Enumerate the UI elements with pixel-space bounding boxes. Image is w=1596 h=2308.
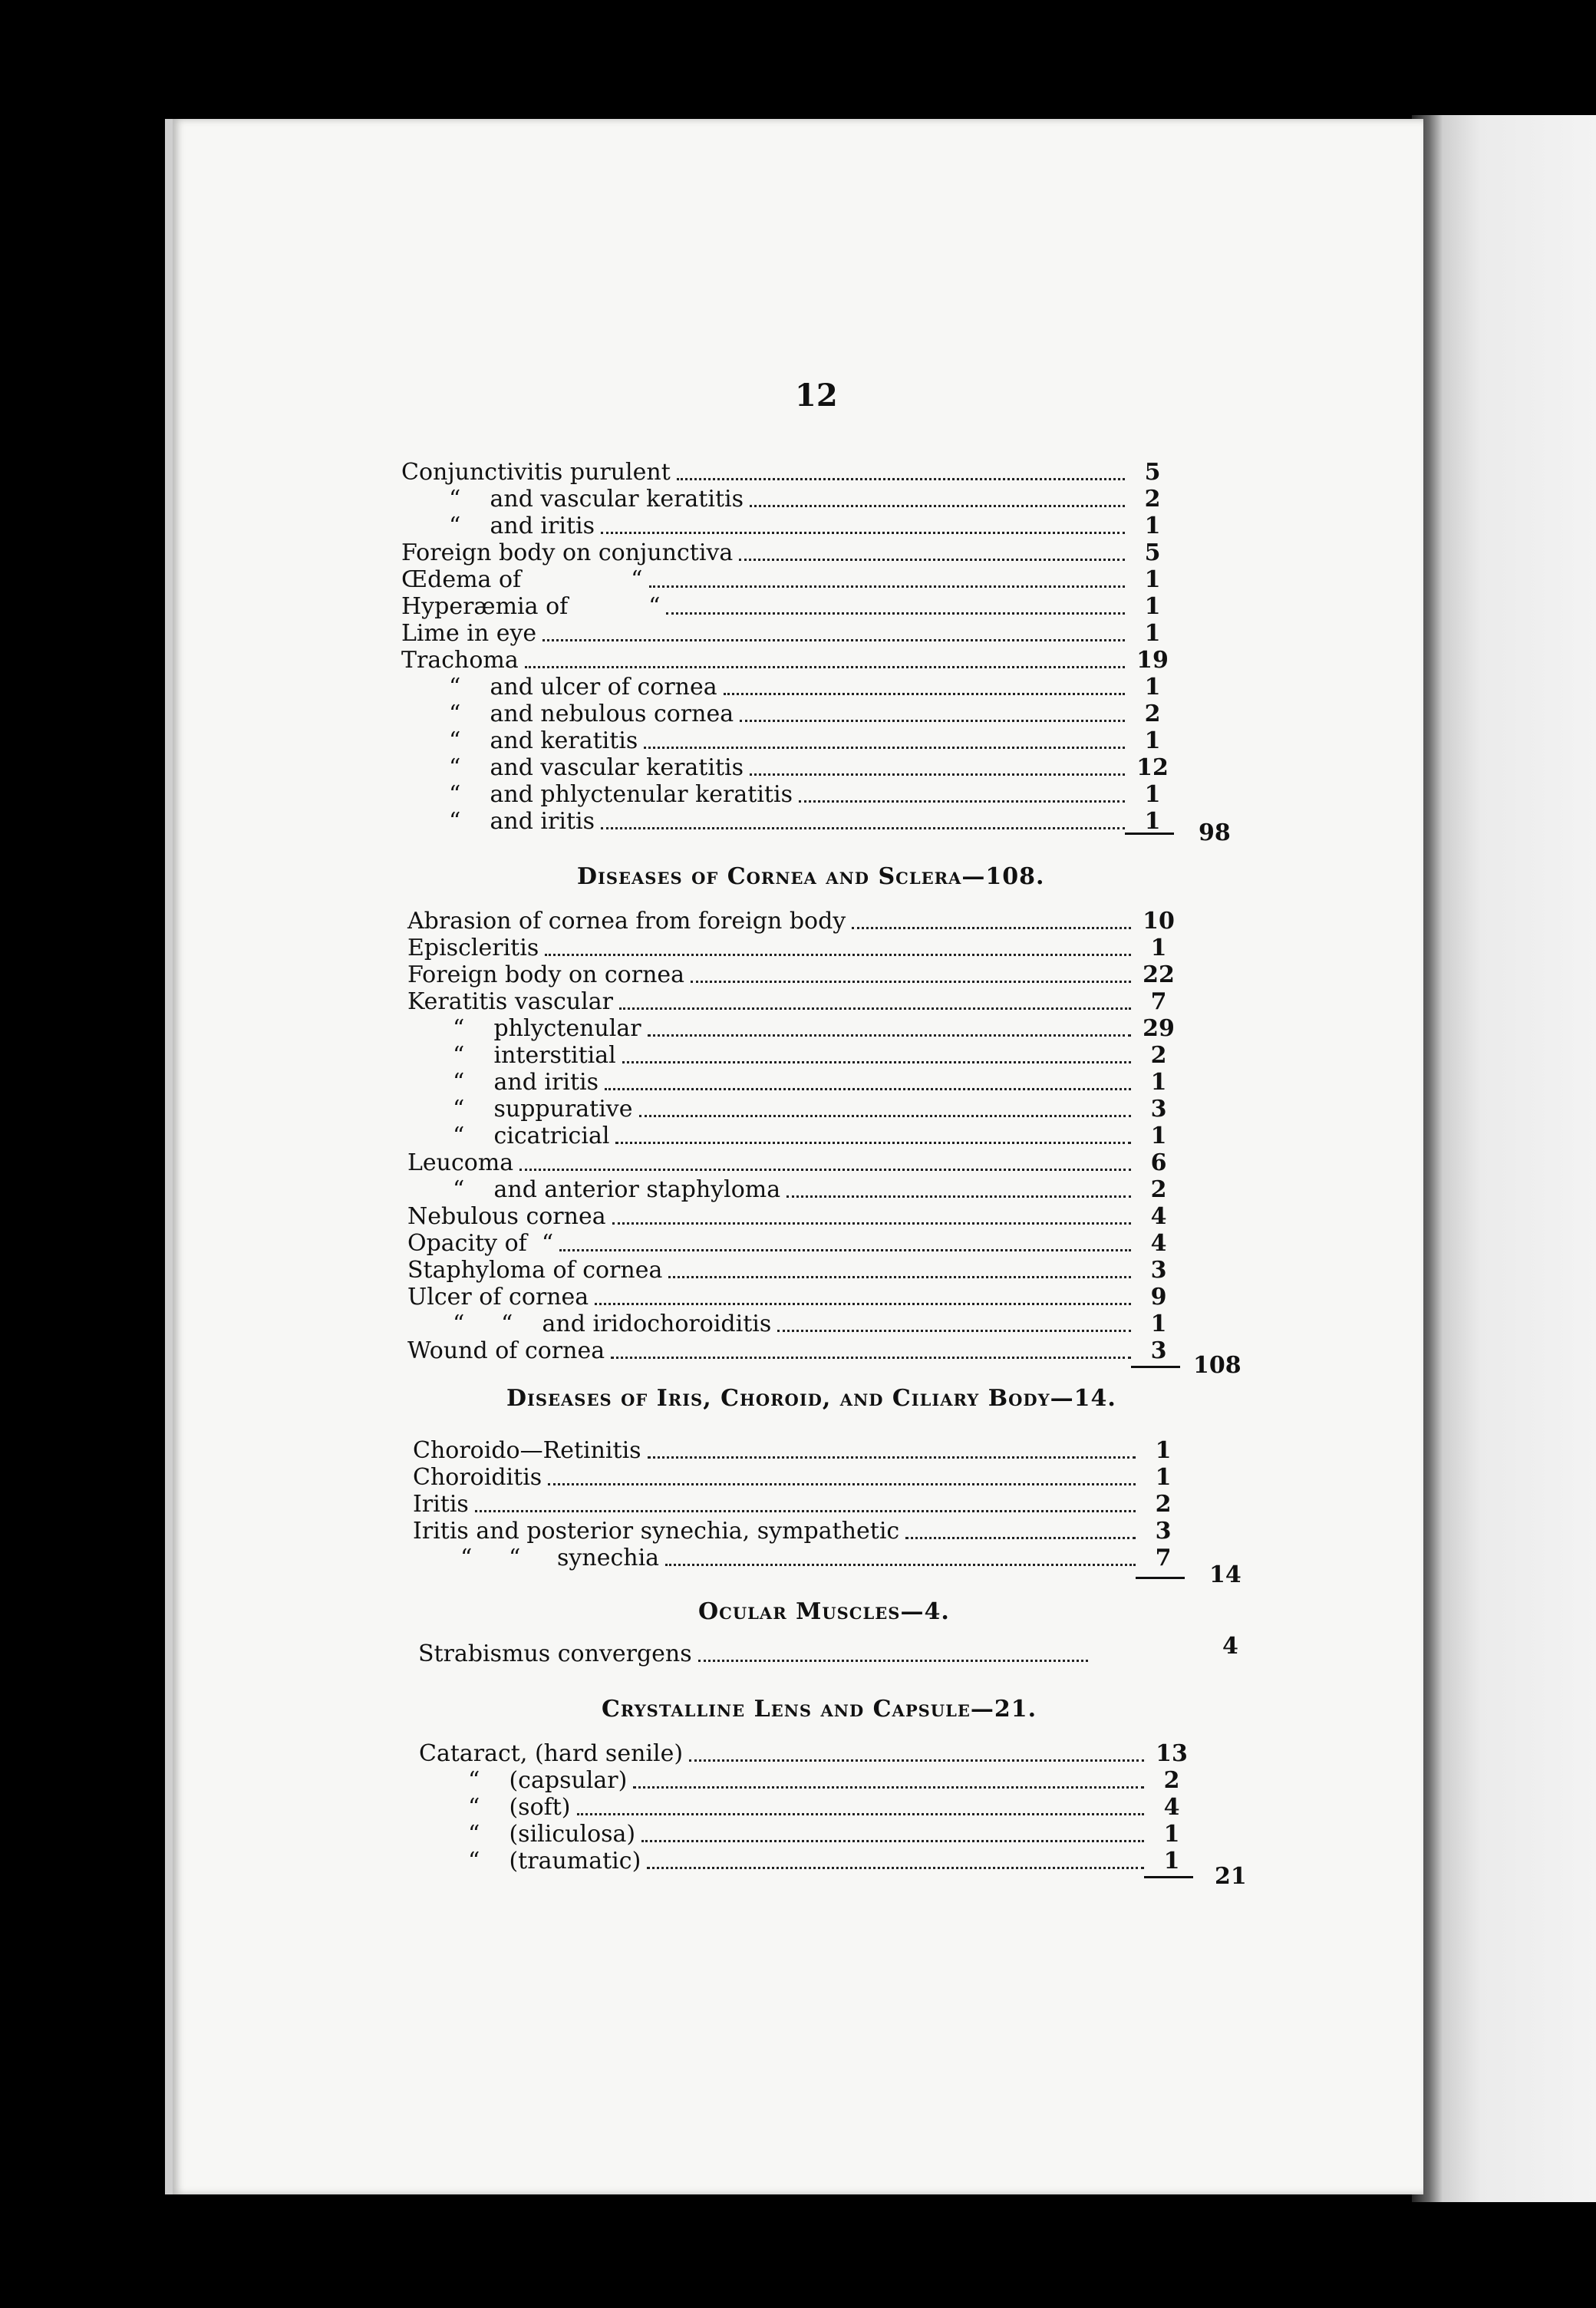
table-row: [401, 618, 1172, 647]
table-row: [407, 986, 1179, 1015]
row-label: Hyperæmia of “: [401, 593, 661, 620]
dot-leader: [665, 1564, 1136, 1566]
table-row: [401, 591, 1172, 620]
table-row: [419, 1792, 1192, 1821]
row-label: Episcleritis: [407, 935, 539, 961]
table-row: [407, 1040, 1179, 1069]
table-row: [401, 698, 1172, 727]
row-count: 2: [1150, 1176, 1167, 1203]
section-heading: Diseases of Iris, Choroid, and Ciliary Body—14.: [506, 1385, 1116, 1412]
dot-leader: [612, 1222, 1131, 1225]
subtotal-rule: [1125, 833, 1174, 835]
row-count: 13: [1156, 1740, 1188, 1767]
row-count: 1: [1150, 1311, 1167, 1337]
row-count: 1: [1144, 593, 1161, 620]
row-count: 3: [1155, 1518, 1172, 1545]
dot-leader: [739, 559, 1125, 561]
table-row: [401, 671, 1172, 701]
dot-leader: [666, 612, 1125, 615]
row-count: 2: [1150, 1042, 1167, 1069]
row-count: 1: [1144, 781, 1161, 808]
dot-leader: [740, 720, 1125, 722]
row-count: 19: [1136, 647, 1169, 674]
row-count: 1: [1144, 727, 1161, 754]
table-row: [407, 1093, 1179, 1123]
row-label: “ (capsular): [468, 1767, 628, 1794]
subtotal-rule: [1131, 1366, 1180, 1368]
row-count: 3: [1150, 1096, 1167, 1123]
table-row: [419, 1818, 1192, 1848]
row-label: “ and nebulous cornea: [449, 701, 734, 727]
row-label: Nebulous cornea: [407, 1203, 606, 1230]
row-count: 7: [1155, 1545, 1172, 1571]
row-label: “ and keratitis: [449, 727, 638, 754]
dot-leader: [548, 1483, 1136, 1485]
section-heading: Crystalline Lens and Capsule—21.: [602, 1696, 1037, 1723]
row-label: “ suppurative: [453, 1096, 633, 1123]
row-label: Ulcer of cornea: [407, 1284, 589, 1311]
dot-leader: [644, 747, 1125, 749]
table-row: [401, 510, 1172, 539]
row-count: 1: [1144, 620, 1161, 647]
row-label: “ (traumatic): [468, 1848, 641, 1874]
table-row: [418, 1638, 1136, 1667]
row-count: 1: [1150, 1069, 1167, 1096]
row-label: “ (siliculosa): [468, 1821, 636, 1848]
dot-leader: [677, 478, 1125, 480]
table-row: [407, 1067, 1179, 1096]
dot-leader: [648, 1034, 1131, 1037]
dot-leader: [545, 954, 1131, 956]
section-total: 98: [1199, 819, 1231, 846]
row-count: 2: [1144, 486, 1161, 513]
table-row: [419, 1845, 1192, 1874]
dot-leader: [639, 1115, 1131, 1117]
row-count: 1: [1144, 808, 1161, 835]
row-count: 1: [1155, 1464, 1172, 1491]
table-row: [413, 1542, 1183, 1571]
table-row: [401, 752, 1172, 781]
row-label: Iritis: [413, 1491, 469, 1518]
row-label: “ and iritis: [449, 513, 595, 539]
row-label: “ “ and iridochoroiditis: [453, 1311, 772, 1337]
row-count: 3: [1150, 1337, 1167, 1364]
row-label: “ cicatricial: [453, 1123, 610, 1149]
section-total: 4: [1222, 1633, 1238, 1660]
row-label: “ and ulcer of cornea: [449, 674, 717, 701]
table-row: [407, 1308, 1179, 1337]
dot-leader: [641, 1840, 1144, 1842]
dot-leader: [605, 1088, 1131, 1090]
table-row: [413, 1515, 1183, 1545]
dot-leader: [595, 1303, 1131, 1305]
table-row: [407, 959, 1179, 988]
dot-leader: [691, 981, 1131, 983]
dot-leader: [615, 1142, 1131, 1144]
dot-leader: [622, 1061, 1131, 1063]
row-label: Abrasion of cornea from foreign body: [407, 908, 846, 935]
dot-leader: [689, 1759, 1144, 1762]
row-count: 7: [1150, 988, 1167, 1015]
row-label: Choroido—Retinitis: [413, 1437, 641, 1464]
row-count: 2: [1163, 1767, 1180, 1794]
page-number: 12: [795, 378, 838, 414]
row-count: 9: [1150, 1284, 1167, 1311]
table-row: [407, 1120, 1179, 1149]
dot-leader: [601, 827, 1125, 829]
dot-leader: [724, 693, 1125, 695]
row-count: 2: [1144, 701, 1161, 727]
dot-leader: [525, 666, 1125, 668]
row-count: 12: [1136, 754, 1169, 781]
table-row: [419, 1738, 1192, 1767]
row-label: “ and vascular keratitis: [449, 754, 744, 781]
dot-leader: [905, 1537, 1136, 1539]
row-count: 1: [1144, 566, 1161, 593]
row-label: Opacity of “: [407, 1230, 554, 1257]
row-label: Conjunctivitis purulent: [401, 459, 671, 486]
row-label: Choroiditis: [413, 1464, 542, 1491]
row-label: Iritis and posterior synechia, sympathetic: [413, 1518, 900, 1545]
dot-leader: [668, 1276, 1131, 1278]
dot-leader: [577, 1813, 1144, 1815]
dot-leader: [519, 1169, 1131, 1171]
row-count: 10: [1143, 908, 1175, 935]
row-label: Staphyloma of cornea: [407, 1257, 663, 1284]
dot-leader: [648, 1456, 1136, 1459]
table-row: [407, 1174, 1179, 1203]
table-row: [401, 483, 1172, 513]
row-label: Lime in eye: [401, 620, 537, 647]
row-count: 5: [1144, 459, 1161, 486]
table-row: [401, 645, 1172, 674]
row-count: 4: [1150, 1203, 1167, 1230]
table-row: [407, 1228, 1179, 1257]
dot-leader: [777, 1330, 1131, 1332]
row-count: 22: [1143, 961, 1175, 988]
row-label: Foreign body on cornea: [407, 961, 685, 988]
subtotal-rule: [1144, 1876, 1193, 1878]
table-row: [407, 1255, 1179, 1284]
dot-leader: [649, 585, 1126, 588]
row-count: 1: [1144, 674, 1161, 701]
table-row: [401, 806, 1172, 835]
row-label: Leucoma: [407, 1149, 514, 1176]
table-row: [401, 537, 1172, 566]
dot-leader: [647, 1867, 1144, 1869]
dot-leader: [799, 800, 1125, 803]
table-row: [407, 1147, 1179, 1176]
row-label: “ and iritis: [453, 1069, 599, 1096]
table-row: [419, 1765, 1192, 1794]
row-count: 1: [1150, 935, 1167, 961]
row-label: “ (soft): [468, 1794, 571, 1821]
table-row: [407, 1201, 1179, 1230]
table-row: [413, 1435, 1183, 1464]
row-label: Foreign body on conjunctiva: [401, 539, 734, 566]
row-count: 1: [1163, 1821, 1180, 1848]
row-count: 1: [1163, 1848, 1180, 1874]
row-label: Œdema of “: [401, 566, 643, 593]
section-total: 21: [1215, 1863, 1247, 1890]
row-label: “ phlyctenular: [453, 1015, 641, 1042]
section-heading: Diseases of Cornea and Sclera—108.: [577, 863, 1045, 890]
section-heading: Ocular Muscles—4.: [698, 1598, 950, 1625]
dot-leader: [475, 1510, 1136, 1512]
row-count: 2: [1155, 1491, 1172, 1518]
row-label: Trachoma: [401, 647, 519, 674]
row-label: Strabismus convergens: [418, 1640, 692, 1667]
row-count: 1: [1155, 1437, 1172, 1464]
section-total: 14: [1209, 1561, 1242, 1588]
subtotal-rule: [1136, 1577, 1185, 1579]
row-label: “ interstitial: [453, 1042, 616, 1069]
dot-leader: [750, 773, 1125, 776]
dot-leader: [559, 1249, 1131, 1251]
row-count: 3: [1150, 1257, 1167, 1284]
table-row: [413, 1489, 1183, 1518]
row-count: 4: [1163, 1794, 1180, 1821]
table-row: [401, 564, 1172, 593]
dot-leader: [852, 927, 1131, 929]
row-label: Keratitis vascular: [407, 988, 613, 1015]
dot-leader: [611, 1357, 1131, 1359]
dot-leader: [750, 505, 1125, 507]
section-total: 108: [1193, 1352, 1242, 1379]
row-label: “ and vascular keratitis: [449, 486, 744, 513]
adjacent-page-edge: [1412, 115, 1596, 2202]
row-label: “ and phlyctenular keratitis: [449, 781, 793, 808]
dot-leader: [542, 639, 1125, 641]
row-label: Cataract, (hard senile): [419, 1740, 684, 1767]
row-count: 29: [1143, 1015, 1175, 1042]
dot-leader: [601, 532, 1125, 534]
row-count: 5: [1144, 539, 1161, 566]
table-row: [413, 1462, 1183, 1491]
dot-leader: [619, 1007, 1131, 1010]
table-row: [407, 1335, 1179, 1364]
table-row: [401, 725, 1172, 754]
row-count: 1: [1150, 1123, 1167, 1149]
row-label: “ and iritis: [449, 808, 595, 835]
row-label: “ “ synechia: [460, 1545, 660, 1571]
dot-leader: [698, 1660, 1088, 1662]
row-count: 4: [1150, 1230, 1167, 1257]
table-row: [401, 779, 1172, 808]
table-row: [407, 1013, 1179, 1042]
row-label: Wound of cornea: [407, 1337, 605, 1364]
table-row: [407, 1281, 1179, 1311]
dot-leader: [786, 1195, 1131, 1198]
table-row: [401, 457, 1172, 486]
dot-leader: [633, 1786, 1144, 1789]
row-label: “ and anterior staphyloma: [453, 1176, 781, 1203]
table-row: [407, 932, 1179, 961]
row-count: 6: [1150, 1149, 1167, 1176]
row-count: 1: [1144, 513, 1161, 539]
table-row: [407, 905, 1179, 935]
